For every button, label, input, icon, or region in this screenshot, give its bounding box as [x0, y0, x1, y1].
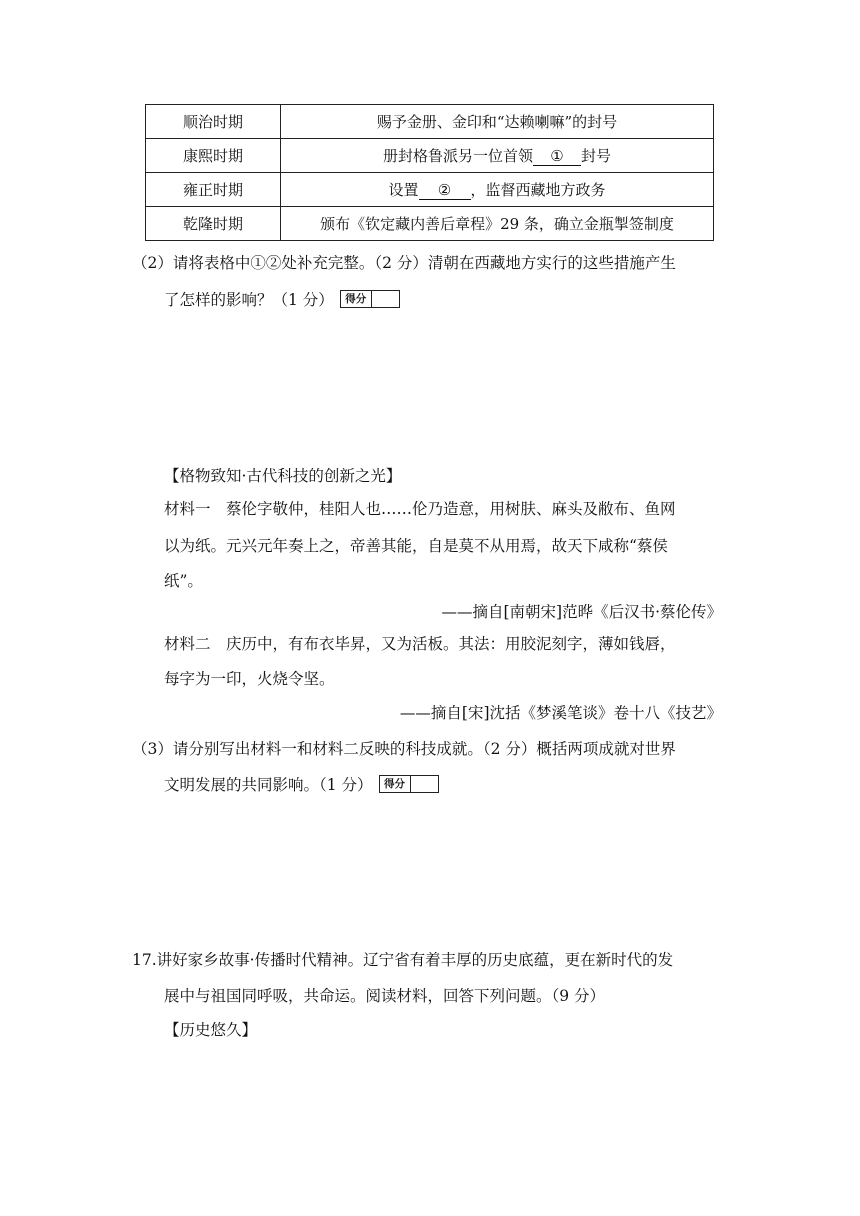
measure-text: 赐予金册、金印和“达赖喇嘛”的封号: [376, 113, 618, 131]
material-1-line-2: 以为纸。元兴元年奏上之，帝善其能，自是莫不从用焉，故天下咸称“蔡侯: [164, 537, 668, 555]
q3-line-2: [164, 773, 439, 795]
measure-text-after: ，监督西藏地方政务: [470, 180, 606, 199]
score-label: 得分: [380, 776, 411, 792]
q2-line-2-text: 了怎样的影响？（1 分）: [164, 291, 334, 309]
measure-text: 设置: [388, 180, 419, 199]
score-box[interactable]: [379, 775, 439, 793]
material-1-source: ——摘自[南朝宋]范晔《后汉书·蔡伦传》: [441, 603, 722, 621]
measure-cell: [281, 207, 714, 241]
period-cell: 顺治时期: [146, 105, 281, 139]
period-cell: 乾隆时期: [146, 207, 281, 241]
qing-tibet-policy-table: [145, 104, 714, 241]
section-heading-history: 【历史悠久】: [164, 1021, 258, 1039]
q17-line-1: 17.讲好家乡故事·传播时代精神。辽宁省有着丰厚的历史底蕴，更在新时代的发: [132, 951, 674, 969]
measure-cell: [281, 105, 714, 139]
section-heading-keji: 【格物致知·古代科技的创新之光】: [164, 467, 402, 485]
measure-text: 册封格鲁派另一位首领: [382, 146, 533, 165]
measure-text-after: 封号: [581, 146, 612, 165]
table-row: [146, 105, 714, 139]
measure-cell: [281, 139, 714, 173]
measure-cell: [281, 173, 714, 207]
q3-line-1: （3）请分别写出材料一和材料二反映的科技成就。（2 分）概括两项成就对世界: [132, 740, 676, 758]
q17-line-2: 展中与祖国同呼吸，共命运。阅读材料，回答下列问题。（9 分）: [164, 987, 606, 1005]
period-cell: 康熙时期: [146, 139, 281, 173]
material-1-line-1: 材料一 蔡伦字敬仲，桂阳人也……伦乃造意，用树肤、麻头及敝布、鱼网: [164, 500, 676, 518]
material-2-line-2: 每字为一印，火烧令坚。: [164, 670, 335, 688]
material-1-line-3: 纸”。: [164, 572, 203, 590]
blank-1: ①: [533, 148, 581, 166]
q2-line-2: [164, 288, 400, 310]
q2-line-1: （2）请将表格中①②处补充完整。（2 分）清朝在西藏地方实行的这些措施产生: [132, 254, 676, 272]
measure-text: 颁布《钦定藏内善后章程》29 条，确立金瓶掣签制度: [320, 215, 674, 233]
table-row: [146, 173, 714, 207]
table-row: [146, 207, 714, 241]
material-2-source: ——摘自[宋]沈括《梦溪笔谈》卷十八《技艺》: [399, 704, 722, 722]
score-label: 得分: [341, 291, 372, 307]
q3-line-2-text: 文明发展的共同影响。（1 分）: [164, 776, 373, 794]
period-cell: 雍正时期: [146, 173, 281, 207]
blank-2: ②: [419, 182, 471, 200]
material-2-line-1: 材料二 庆历中，有布衣毕昇，又为活板。其法：用胶泥刻字，薄如钱唇，: [164, 635, 676, 653]
table-row: [146, 139, 714, 173]
score-box[interactable]: [340, 290, 400, 308]
